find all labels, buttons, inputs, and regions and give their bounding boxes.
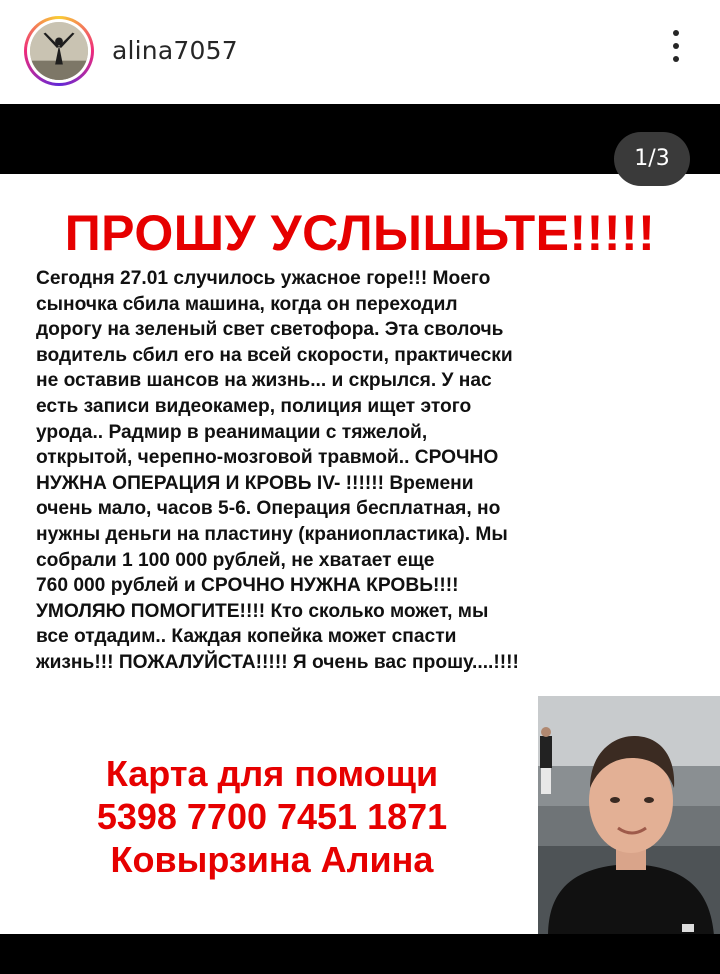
post-title: ПРОШУ УСЛЫШЬТЕ!!!!! (64, 205, 656, 261)
more-vertical-icon[interactable] (664, 30, 688, 74)
post-image[interactable] (0, 174, 720, 934)
body-line: НУЖНА ОПЕРАЦИЯ И КРОВЬ IV- !!!!!! Времени (36, 472, 474, 494)
body-line: Сегодня 27.01 случилось ужасное горе!!! Моего (36, 268, 491, 289)
profile-avatar[interactable] (30, 22, 88, 80)
body-line: сыночка сбила машина, когда он переходил (36, 293, 458, 315)
card-info (22, 752, 522, 881)
card-holder: Ковырзина Алина (110, 839, 434, 880)
media-letterbox-top (0, 104, 720, 174)
card-label: Карта для помощи (105, 753, 439, 794)
body-line: урода.. Радмир в реанимации с тяжелой, (36, 421, 428, 443)
body-line: жизнь!!! ПОЖАЛУЙСТА!!!!! Я очень вас прошу....!!!! (36, 651, 519, 673)
body-line: не оставив шансов на жизнь... и скрылся. У нас (36, 370, 492, 392)
post-header (0, 0, 720, 104)
body-line: нужны деньги на пластину (краниопластика). Мы (36, 523, 508, 545)
media-letterbox-bottom (0, 934, 720, 974)
body-line: водитель сбил его на всей скорости, практически (36, 344, 513, 366)
body-line: дорогу на зеленый свет светофора. Эта сволочь (36, 319, 504, 341)
post-body (36, 266, 690, 676)
body-line: все отдадим.. Каждая копейка может спасти (36, 626, 457, 648)
body-line: есть записи видеокамер, полиция ищет этого (36, 395, 472, 417)
username-link[interactable]: alina7057 (112, 36, 238, 65)
body-line: открытой, черепно-мозговой травмой.. СРОЧНО (36, 447, 499, 469)
carousel-counter: 1/3 (614, 132, 690, 186)
body-line: 760 000 рублей и СРОЧНО НУЖНА КРОВЬ!!!! (36, 575, 459, 597)
body-line: очень мало, часов 5-6. Операция бесплатная, но (36, 498, 501, 520)
body-line: УМОЛЯЮ ПОМОГИТЕ!!!! Кто сколько может, мы (36, 600, 489, 622)
story-ring[interactable] (24, 16, 94, 86)
body-line: собрали 1 100 000 рублей, не хватает еще (36, 549, 435, 571)
card-number: 5398 7700 7451 1871 (96, 796, 448, 837)
boy-photo (538, 696, 720, 934)
